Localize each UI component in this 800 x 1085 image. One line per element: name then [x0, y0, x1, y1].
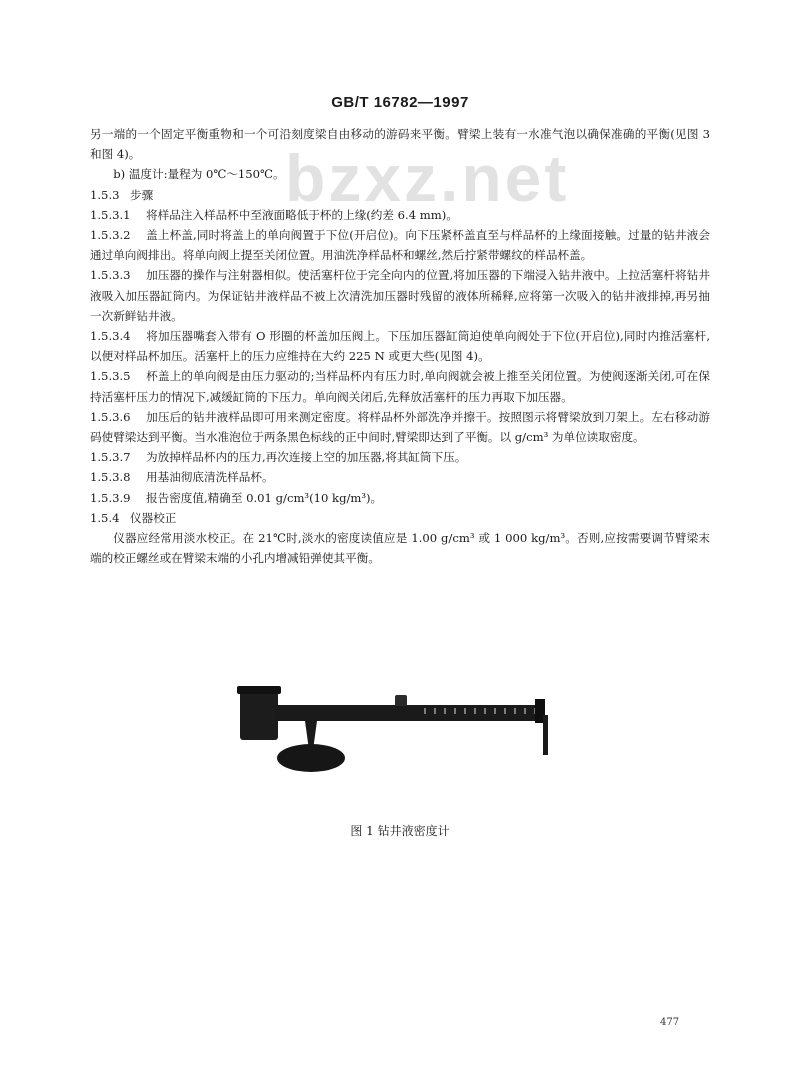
- beam-end: [543, 715, 548, 755]
- step-text: 加压后的钻井液样品即可用来测定密度。将样品杯外部洗净并擦干。按照图示将臂梁放到刀架上。左右移动游码使臂梁达到平衡。当水准泡位于两条黑色标线的正中间时,臂梁即达到了平衡。以 g/cm³ 为单位读取密度。: [90, 409, 710, 445]
- paragraph-thermometer: b) 温度计:量程为 0℃～150℃。: [113, 167, 285, 182]
- figure-caption: 图 1 钻井液密度计: [350, 824, 450, 838]
- section-number: 1.5.3: [90, 187, 120, 202]
- section-1-5-4: [90, 508, 710, 528]
- section-title: 仪器校正: [130, 510, 177, 525]
- step-text: 盖上杯盖,同时将盖上的单向阀置于下位(开启位)。向下压紧杯盖直至与样品杯的上缘面接触。过量的钻井液会通过单向阀排出。将单向阀上提至关闭位置。用油洗净样品杯和螺丝,然后拧紧带螺纹的样品杯盖。: [90, 228, 710, 263]
- section-1-5-3: [90, 185, 710, 205]
- paragraph-calibration: 仪器应经常用淡水校正。在 21℃时,淡水的密度读值应是 1.00 g/cm³ 或 1 000 kg/m³。否则,应按需要调节臂梁末端的校正螺丝或在臂梁末端的小孔内增减铅弹使其平衡。: [90, 531, 710, 566]
- level-vial: [395, 695, 407, 706]
- step-1-5-3-7: [90, 447, 710, 467]
- step-number: 1.5.3.8: [90, 470, 131, 485]
- step-text: 将加压器嘴套入带有 O 形圈的杯盖加压阀上。下压加压器缸筒迫使单向阀处于下位(开启位),同时内推活塞杆,以便对样品杯加压。活塞杆上的压力应维持在大约 225 N 或更大些(见图 4)。: [90, 329, 710, 364]
- step-text: 加压器的操作与注射器相似。使活塞杆位于完全向内的位置,将加压器的下端浸入钻井液中。上拉活塞杆将钻井液吸入加压器缸筒内。为保证钻井液样品不被上次清洗加压器时残留的液体所稀释,应将第一次吸入的钻井液排掉,再另抽一次新鲜钻井液。: [90, 268, 710, 323]
- step-number: 1.5.3.9: [90, 490, 131, 505]
- step-number: 1.5.3.6: [90, 409, 131, 424]
- step-text: 用基油彻底清洗样品杯。: [146, 470, 274, 485]
- step-text: 报告密度值,精确至 0.01 g/cm³(10 kg/m³)。: [146, 490, 383, 505]
- step-number: 1.5.3.2: [90, 228, 131, 243]
- step-1-5-3-2: [90, 225, 710, 265]
- body-text: [90, 124, 710, 568]
- step-1-5-3-3: [90, 265, 710, 326]
- step-number: 1.5.3.1: [90, 207, 131, 222]
- step-text: 杯盖上的单向阀是由压力驱动的;当样品杯内有压力时,单向阀就会被上推至关闭位置。为使阀逐渐关闭,可在保持活塞杆压力的情况下,减缓缸筒的下压力。单向阀关闭后,先释放活塞杆的压力再取下加压器。: [90, 369, 710, 404]
- step-number: 1.5.3.4: [90, 329, 131, 344]
- section-title: 步骤: [130, 187, 154, 202]
- sample-cup-lid: [237, 686, 281, 694]
- step-number: 1.5.3.3: [90, 268, 131, 283]
- step-1-5-3-8: [90, 467, 710, 487]
- paragraph-continuation: 另一端的一个固定平衡重物和一个可沿刻度梁自由移动的游码来平衡。臂梁上装有一水准气泡以确保准确的平衡(见图 3 和图 4)。: [90, 127, 710, 162]
- step-1-5-3-4: [90, 326, 710, 366]
- document-header: GB/T 16782—1997: [331, 94, 469, 111]
- step-text: 为放掉样品杯内的压力,再次连接上空的加压器,将其缸筒下压。: [146, 450, 467, 465]
- step-1-5-3-9: [90, 488, 710, 508]
- step-1-5-3-5: [90, 366, 710, 406]
- base-stand: [277, 744, 345, 772]
- section-number: 1.5.4: [90, 510, 120, 525]
- step-text: 将样品注入样品杯中至液面略低于杯的上缘(约差 6.4 mm)。: [146, 207, 458, 222]
- step-1-5-3-1: [90, 205, 710, 225]
- watermark: bzxz.net: [285, 141, 570, 215]
- sample-cup: [240, 688, 278, 740]
- page-number: 477: [660, 1017, 680, 1028]
- step-number: 1.5.3.7: [90, 450, 131, 465]
- mud-balance-figure: [225, 670, 585, 800]
- step-1-5-3-6: [90, 407, 710, 447]
- step-number: 1.5.3.5: [90, 369, 131, 384]
